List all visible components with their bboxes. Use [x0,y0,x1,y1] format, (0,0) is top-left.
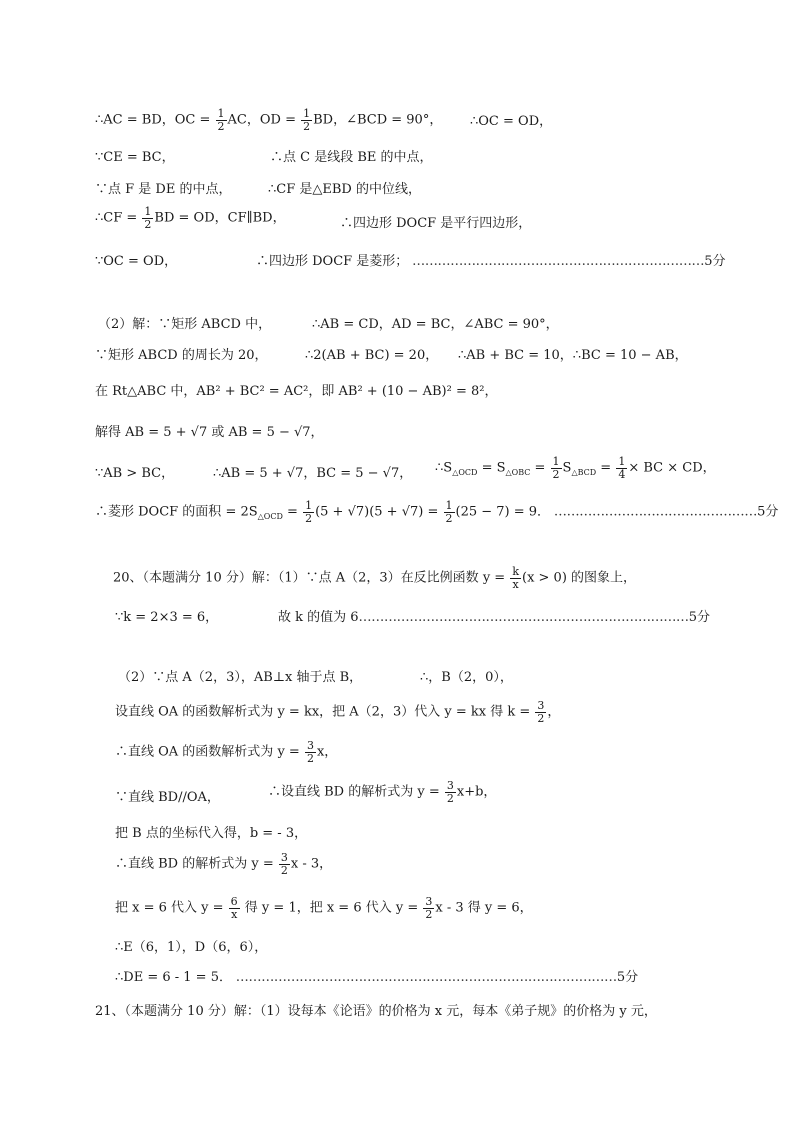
fraction: $\frac{3}{2}$ [537,699,545,725]
line-p2-4: 解得 AB = 5 + √7 或 AB = 5 − √7， [95,425,324,440]
line-p1-5: ∵OC = OD， [95,254,178,269]
line-p1-4b: ∴四边形 DOCF 是平行四边形， [340,216,532,231]
line-p2-1b: ∴AB = CD，AD = BC，∠ABC = 90°， [312,317,559,332]
fraction: $\frac{1}{2}$ [305,499,313,525]
line-p1-5b: ∴四边形 DOCF 是菱形； ……………………………………………………………5分 [256,254,726,269]
line-p1-2: ∵CE = BC， [95,150,175,165]
line-q20-8: ∴直线 BD 的解析式为 y = $\frac{3}{2}$ x - 3， [115,851,333,877]
line-p2-3: 在 Rt△ABC 中，AB² + BC² = AC²，即 AB² + (10 − AB)² = 8²， [95,384,498,399]
fraction: $\frac{1}{2}$ [217,107,225,133]
line-p2-2b: ∴2(AB + BC) = 20， [305,348,439,363]
line-p2-2c: ∴AB + BC = 10，∴BC = 10 − AB， [458,348,688,363]
fraction: $\frac{1}{2}$ [552,455,560,481]
line-p2-6: ∴菱形 DOCF 的面积 = $2S_{\triangle OCD}$ = $\frac{1}{2}$ (5 + √7)(5 + √7) = $\frac{1}{2}$ (25 − 7) = 9． …………………………………………5分 [95,499,779,525]
line-q20-6b: ∴设直线 BD 的解析式为 y = $\frac{3}{2}$ x+b， [268,779,497,805]
line-p2-1: （2）解：∵矩形 ABCD 中， [98,317,272,332]
line-p1-4: ∴CF = $\frac{1}{2}$ BD = OD，CF∥BD， [95,205,286,231]
fraction: $\frac{3}{2}$ [306,739,314,765]
line-p2-5c: $\therefore S_{\triangle OCD} = S_{\triangle OBC}$ = $\frac{1}{2}$ $S_{\triangle BCD}$ = $\frac{1}{4}$ × BC × CD， [435,455,716,481]
line-q20-10: ∴E（6，1），D（6，6）， [115,940,268,955]
line-q20-5: ∴直线 OA 的函数解析式为 y = $\frac{3}{2}$ x， [115,739,338,765]
fraction: $\frac{k}{x}$ [512,565,519,591]
line-q20-3: （2）∵点 A（2，3），AB⊥x 轴于点 B， [118,670,363,685]
fraction: $\frac{6}{x}$ [230,895,238,921]
fraction: $\frac{1}{2}$ [144,205,152,231]
line-p2-5b: ∴AB = 5 + √7，BC = 5 − √7， [213,466,413,481]
line-q20-2b: 故 k 的值为 6……………………………………………………………………5分 [278,610,711,625]
line-q20-1: 20、（本题满分 10 分）解：（1）∵点 A（2，3）在反比例函数 y = $\frac{k}{x}$ (x > 0) 的图象上， [113,565,637,591]
line-p1-1b: ∴OC = OD， [470,114,553,129]
fraction: $\frac{3}{2}$ [425,895,433,921]
line-p1-3: ∵点 F 是 DE 的中点， [95,182,232,197]
fraction: $\frac{1}{2}$ [445,499,453,525]
line-q20-4: 设直线 OA 的函数解析式为 y = kx，把 A（2，3）代入 y = kx 得 k = $\frac{3}{2}$ ， [115,699,561,725]
line-q20-7: 把 B 点的坐标代入得，b = - 3， [115,826,308,841]
line-q20-11: ∴DE = 6 - 1 = 5． ………………………………………………………………………………5分 [115,970,639,985]
fraction: $\frac{3}{2}$ [280,851,288,877]
line-p1-1: ∴AC = BD，OC = $\frac{1}{2}$ AC，OD = $\frac{1}{2}$ BD，∠BCD = 90°， [95,107,443,133]
line-p1-3b: ∴CF 是△EBD 的中位线， [268,182,421,197]
line-q20-9: 把 x = 6 代入 y = $\frac{6}{x}$ 得 y = 1，把 x = 6 代入 y = $\frac{3}{2}$ x - 3 得 y = 6， [115,895,533,921]
fraction: $\frac{1}{2}$ [303,107,311,133]
fraction: $\frac{1}{4}$ [618,455,626,481]
line-p1-2b: ∴点 C 是线段 BE 的中点， [270,150,433,165]
line-q21-1: 21、（本题满分 10 分）解：（1）设每本《论语》的价格为 x 元，每本《弟子规》的价格为 y 元， [95,1004,657,1019]
line-q20-6: ∵直线 BD//OA， [115,790,220,805]
line-p2-2: ∵矩形 ABCD 的周长为 20， [95,348,268,363]
line-q20-3b: ∴，B（2，0）， [420,670,513,685]
line-q20-2: ∵k = 2×3 = 6， [115,610,219,625]
fraction: $\frac{3}{2}$ [446,779,454,805]
line-p2-5: ∵AB > BC， [95,466,175,481]
